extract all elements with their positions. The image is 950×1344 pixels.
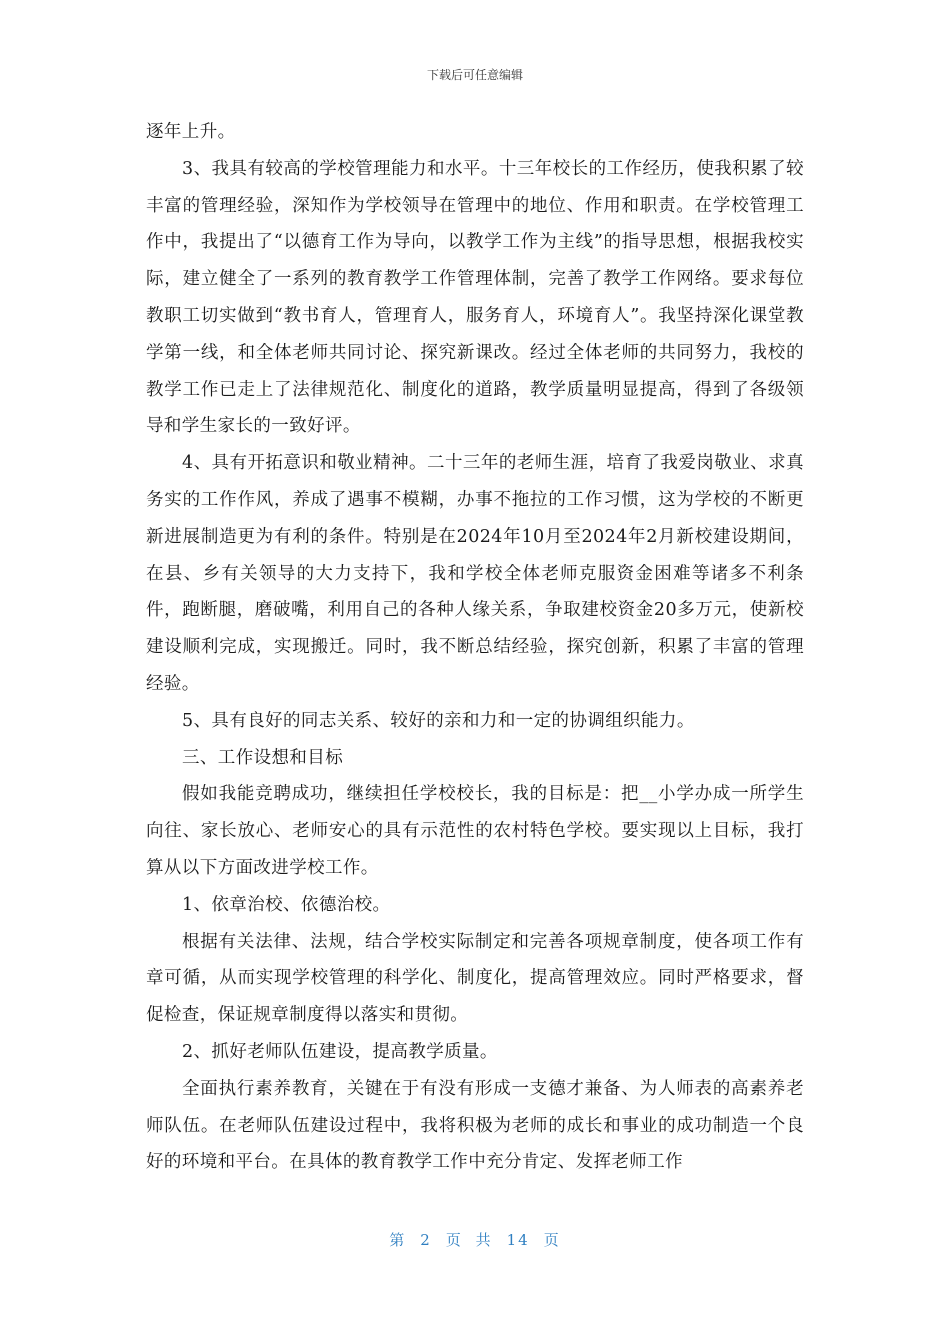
footer-label-end: 页 xyxy=(543,1231,561,1249)
subheading-2: 2、抓好老师队伍建设，提高教学质量。 xyxy=(182,1041,498,1062)
page-footer xyxy=(0,1229,950,1250)
page-header: 下载后可任意编辑 xyxy=(426,68,523,82)
footer-label-of: 页 共 xyxy=(445,1231,493,1249)
footer-total-pages: 14 xyxy=(506,1231,530,1249)
paragraph-1: 逐年上升。 xyxy=(146,122,236,142)
paragraph-7: 全面执行素养教育，关键在于有没有形成一支德才兼备、为人师表的高素养老师队伍。在老师队伍建设过程中，我将积极为老师的成长和事业的成功制造一个良好的环境和平台。在具体的教育教学工作中充分肯定、发挥老师工作 xyxy=(146,1078,804,1173)
subheading-1: 1、依章治校、依德治校。 xyxy=(182,894,391,915)
paragraph-3: 4、具有开拓意识和敬业精神。二十三年的老师生涯，培育了我爱岗敬业、求真务实的工作作风，养成了遇事不模糊，办事不拖拉的工作习惯，这为学校的不断更新进展制造更为有利的条件。特别是在2024年10月至2024年2月新校建设期间，在县、乡有关领导的大力支持下，我和学校全体老师克服资金困难等诸多不利条件，跑断腿，磨破嘴，利用自己的各种人缘关系，争取建校资金20多万元，使新校建设顺利完成，实现搬迁。同时，我不断总结经验，探究创新，积累了丰富的管理经验。 xyxy=(146,453,804,694)
paragraph-5: 假如我能竞聘成功，继续担任学校校长，我的目标是：把__小学办成一所学生向往、家长放心、老师安心的具有示范性的农村特色学校。要实现以上目标，我打算从以下方面改进学校工作。 xyxy=(146,784,804,878)
paragraph-6: 根据有关法律、法规，结合学校实际制定和完善各项规章制度，使各项工作有章可循，从而实现学校管理的科学化、制度化，提高管理效应。同时严格要求，督促检查，保证规章制度得以落实和贯彻。 xyxy=(146,931,804,1026)
paragraph-2: 3、我具有较高的学校管理能力和水平。十三年校长的工作经历，使我积累了较丰富的管理经验，深知作为学校领导在管理中的地位、作用和职责。在学校管理工作中，我提出了“以德育工作为导向，以教学工作为主线”的指导思想，根据我校实际，建立健全了一系列的教育教学工作管理体制，完善了教学工作网络。要求每位教职工切实做到“教书育人，管理育人，服务育人，环境育人”。我坚持深化课堂教学第一线，和全体老师共同讨论、探究新课改。经过全体老师的共同努力，我校的教学工作已走上了法律规范化、制度化的道路，教学质量明显提高，得到了各级领导和学生家长的一致好评。 xyxy=(146,158,804,437)
footer-label-page: 第 xyxy=(389,1231,407,1249)
section-heading: 三、工作设想和目标 xyxy=(182,747,344,768)
paragraph-4: 5、具有良好的同志关系、较好的亲和力和一定的协调组织能力。 xyxy=(182,710,695,731)
document-body xyxy=(146,114,804,1181)
footer-current-page: 2 xyxy=(420,1231,432,1249)
